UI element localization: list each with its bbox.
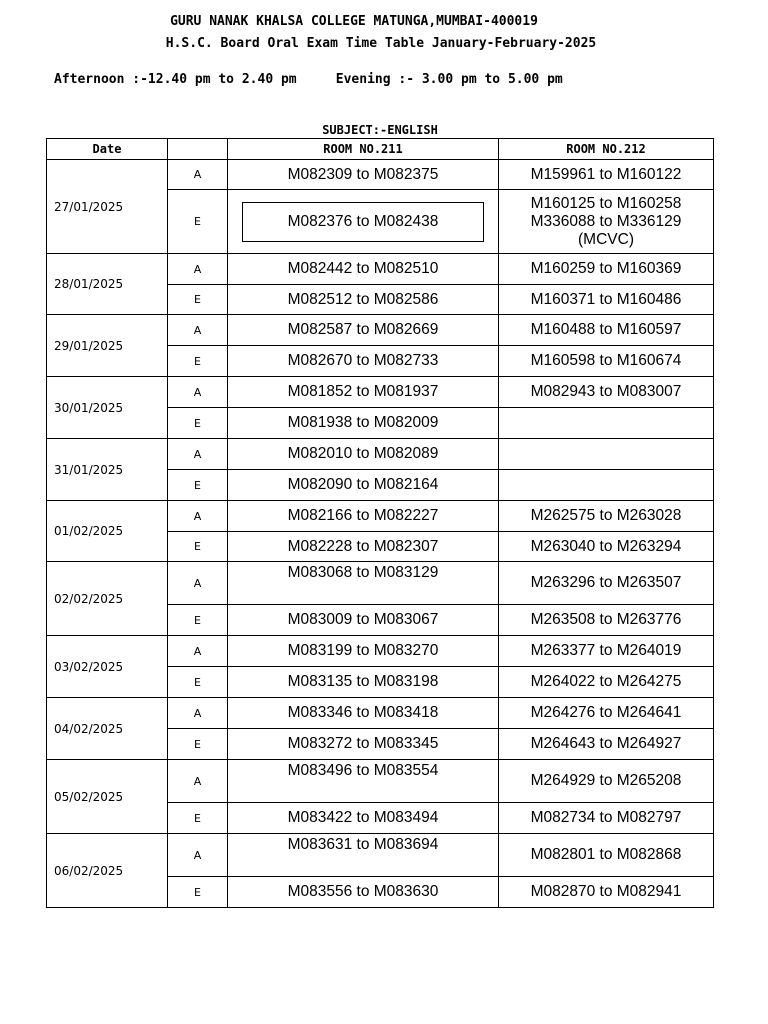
room-212-range bbox=[499, 877, 714, 908]
exam-date: 06/02/2025 bbox=[47, 834, 168, 908]
room-212-line: M082801 to M082868 bbox=[530, 846, 682, 863]
session-label: E bbox=[168, 346, 228, 377]
session-label: A bbox=[168, 439, 228, 470]
room-212-range bbox=[499, 562, 714, 605]
session-label: A bbox=[168, 160, 228, 190]
room-211-range: M082587 to M082669 bbox=[228, 315, 499, 346]
timetable-body bbox=[47, 160, 714, 908]
room-212-range bbox=[499, 470, 714, 501]
room-212-range bbox=[499, 636, 714, 667]
room-212-range bbox=[499, 667, 714, 698]
room-211-range: M082010 to M082089 bbox=[228, 439, 499, 470]
session-label: E bbox=[168, 190, 228, 254]
table-row bbox=[47, 760, 714, 803]
room-212-line: M159961 to M160122 bbox=[530, 165, 682, 183]
room-211-range: M082442 to M082510 bbox=[228, 254, 499, 285]
table-row bbox=[47, 254, 714, 285]
room-211-range: M082670 to M082733 bbox=[228, 346, 499, 377]
room-212-range bbox=[499, 254, 714, 285]
session-label: A bbox=[168, 254, 228, 285]
room-211-range: M083009 to M083067 bbox=[228, 605, 499, 636]
exam-date: 04/02/2025 bbox=[47, 698, 168, 760]
room-212-line: M082943 to M083007 bbox=[530, 383, 682, 400]
header-room-211: ROOM NO.211 bbox=[228, 139, 499, 160]
room-211-range: M083272 to M083345 bbox=[228, 729, 499, 760]
session-label: E bbox=[168, 729, 228, 760]
exam-date: 30/01/2025 bbox=[47, 377, 168, 439]
room-211-range: M082309 to M082375 bbox=[228, 160, 499, 190]
room-212-line: M082870 to M082941 bbox=[530, 883, 682, 900]
exam-date: 31/01/2025 bbox=[47, 439, 168, 501]
room-212-line: M263296 to M263507 bbox=[530, 574, 682, 591]
exam-date: 28/01/2025 bbox=[47, 254, 168, 315]
table-row bbox=[47, 501, 714, 532]
table-row bbox=[47, 315, 714, 346]
session-label: E bbox=[168, 803, 228, 834]
room-211-range: M083631 to M083694 bbox=[228, 834, 499, 877]
exam-date: 29/01/2025 bbox=[47, 315, 168, 377]
room-212-range bbox=[499, 760, 714, 803]
highlighted-range: M082376 to M082438 bbox=[242, 202, 484, 242]
table-row bbox=[47, 698, 714, 729]
room-212-range bbox=[499, 532, 714, 562]
room-211-range: M081852 to M081937 bbox=[228, 377, 499, 408]
timetable bbox=[46, 138, 714, 908]
table-row bbox=[47, 834, 714, 877]
room-212-line: M160488 to M160597 bbox=[530, 321, 682, 338]
room-212-line: M160598 to M160674 bbox=[530, 352, 682, 369]
header-session bbox=[168, 139, 228, 160]
session-label: A bbox=[168, 636, 228, 667]
room-212-range bbox=[499, 834, 714, 877]
exam-timings: Afternoon :-12.40 pm to 2.40 pm Evening :- 3.00 pm to 5.00 pm bbox=[54, 72, 563, 87]
exam-date: 01/02/2025 bbox=[47, 501, 168, 562]
room-212-line: M336088 to M336129 bbox=[530, 212, 682, 230]
session-label: A bbox=[168, 562, 228, 605]
room-212-range bbox=[499, 346, 714, 377]
room-211-range bbox=[228, 190, 499, 254]
session-label: A bbox=[168, 315, 228, 346]
session-label: E bbox=[168, 408, 228, 439]
room-212-line: M160125 to M160258 bbox=[530, 194, 682, 212]
room-211-range: M082090 to M082164 bbox=[228, 470, 499, 501]
session-label: E bbox=[168, 532, 228, 562]
room-211-range: M082512 to M082586 bbox=[228, 285, 499, 315]
room-212-range bbox=[499, 190, 714, 254]
session-label: E bbox=[168, 667, 228, 698]
room-212-range bbox=[499, 377, 714, 408]
table-row bbox=[47, 636, 714, 667]
exam-date: 03/02/2025 bbox=[47, 636, 168, 698]
exam-date: 27/01/2025 bbox=[47, 160, 168, 254]
subject-title: SUBJECT:-ENGLISH bbox=[322, 123, 438, 137]
table-row bbox=[47, 160, 714, 190]
exam-date: 05/02/2025 bbox=[47, 760, 168, 834]
room-212-line: M264929 to M265208 bbox=[530, 772, 682, 789]
room-212-range bbox=[499, 315, 714, 346]
room-212-range bbox=[499, 160, 714, 190]
header-room-212: ROOM NO.212 bbox=[499, 139, 714, 160]
room-212-line: M264022 to M264275 bbox=[530, 673, 682, 690]
room-212-line: M263040 to M263294 bbox=[530, 537, 682, 555]
table-row bbox=[47, 377, 714, 408]
room-212-range bbox=[499, 729, 714, 760]
room-212-line: M263377 to M264019 bbox=[530, 642, 682, 659]
session-label: A bbox=[168, 501, 228, 532]
room-212-line: (MCVC) bbox=[578, 230, 634, 248]
exam-date: 02/02/2025 bbox=[47, 562, 168, 636]
room-212-line: M264276 to M264641 bbox=[530, 704, 682, 721]
room-211-range: M083422 to M083494 bbox=[228, 803, 499, 834]
room-212-line: M160259 to M160369 bbox=[530, 260, 682, 277]
session-label: E bbox=[168, 470, 228, 501]
room-211-range: M083199 to M083270 bbox=[228, 636, 499, 667]
room-212-range bbox=[499, 408, 714, 439]
header-date: Date bbox=[47, 139, 168, 160]
room-212-line: M263508 to M263776 bbox=[530, 611, 682, 628]
room-211-range: M082166 to M082227 bbox=[228, 501, 499, 532]
session-label: A bbox=[168, 834, 228, 877]
room-212-range bbox=[499, 698, 714, 729]
room-211-range: M083068 to M083129 bbox=[228, 562, 499, 605]
room-211-range: M081938 to M082009 bbox=[228, 408, 499, 439]
room-212-range bbox=[499, 285, 714, 315]
room-211-range: M083346 to M083418 bbox=[228, 698, 499, 729]
room-212-range bbox=[499, 803, 714, 834]
college-name: GURU NANAK KHALSA COLLEGE MATUNGA,MUMBAI-400019 bbox=[170, 14, 538, 29]
session-label: A bbox=[168, 760, 228, 803]
room-212-line: M264643 to M264927 bbox=[530, 735, 682, 752]
room-212-range bbox=[499, 501, 714, 532]
table-row bbox=[47, 562, 714, 605]
session-label: E bbox=[168, 285, 228, 315]
room-212-line: M082734 to M082797 bbox=[530, 809, 682, 826]
room-211-range: M082228 to M082307 bbox=[228, 532, 499, 562]
room-212-line: M262575 to M263028 bbox=[530, 507, 682, 524]
room-211-range: M083496 to M083554 bbox=[228, 760, 499, 803]
table-row bbox=[47, 439, 714, 470]
room-212-range bbox=[499, 439, 714, 470]
session-label: E bbox=[168, 877, 228, 908]
session-label: A bbox=[168, 377, 228, 408]
room-212-line: M160371 to M160486 bbox=[530, 290, 682, 308]
room-211-range: M083556 to M083630 bbox=[228, 877, 499, 908]
room-211-range: M083135 to M083198 bbox=[228, 667, 499, 698]
timetable-title: H.S.C. Board Oral Exam Time Table January-February-2025 bbox=[165, 36, 597, 51]
table-header-row bbox=[47, 139, 714, 160]
session-label: E bbox=[168, 605, 228, 636]
session-label: A bbox=[168, 698, 228, 729]
room-212-range bbox=[499, 605, 714, 636]
